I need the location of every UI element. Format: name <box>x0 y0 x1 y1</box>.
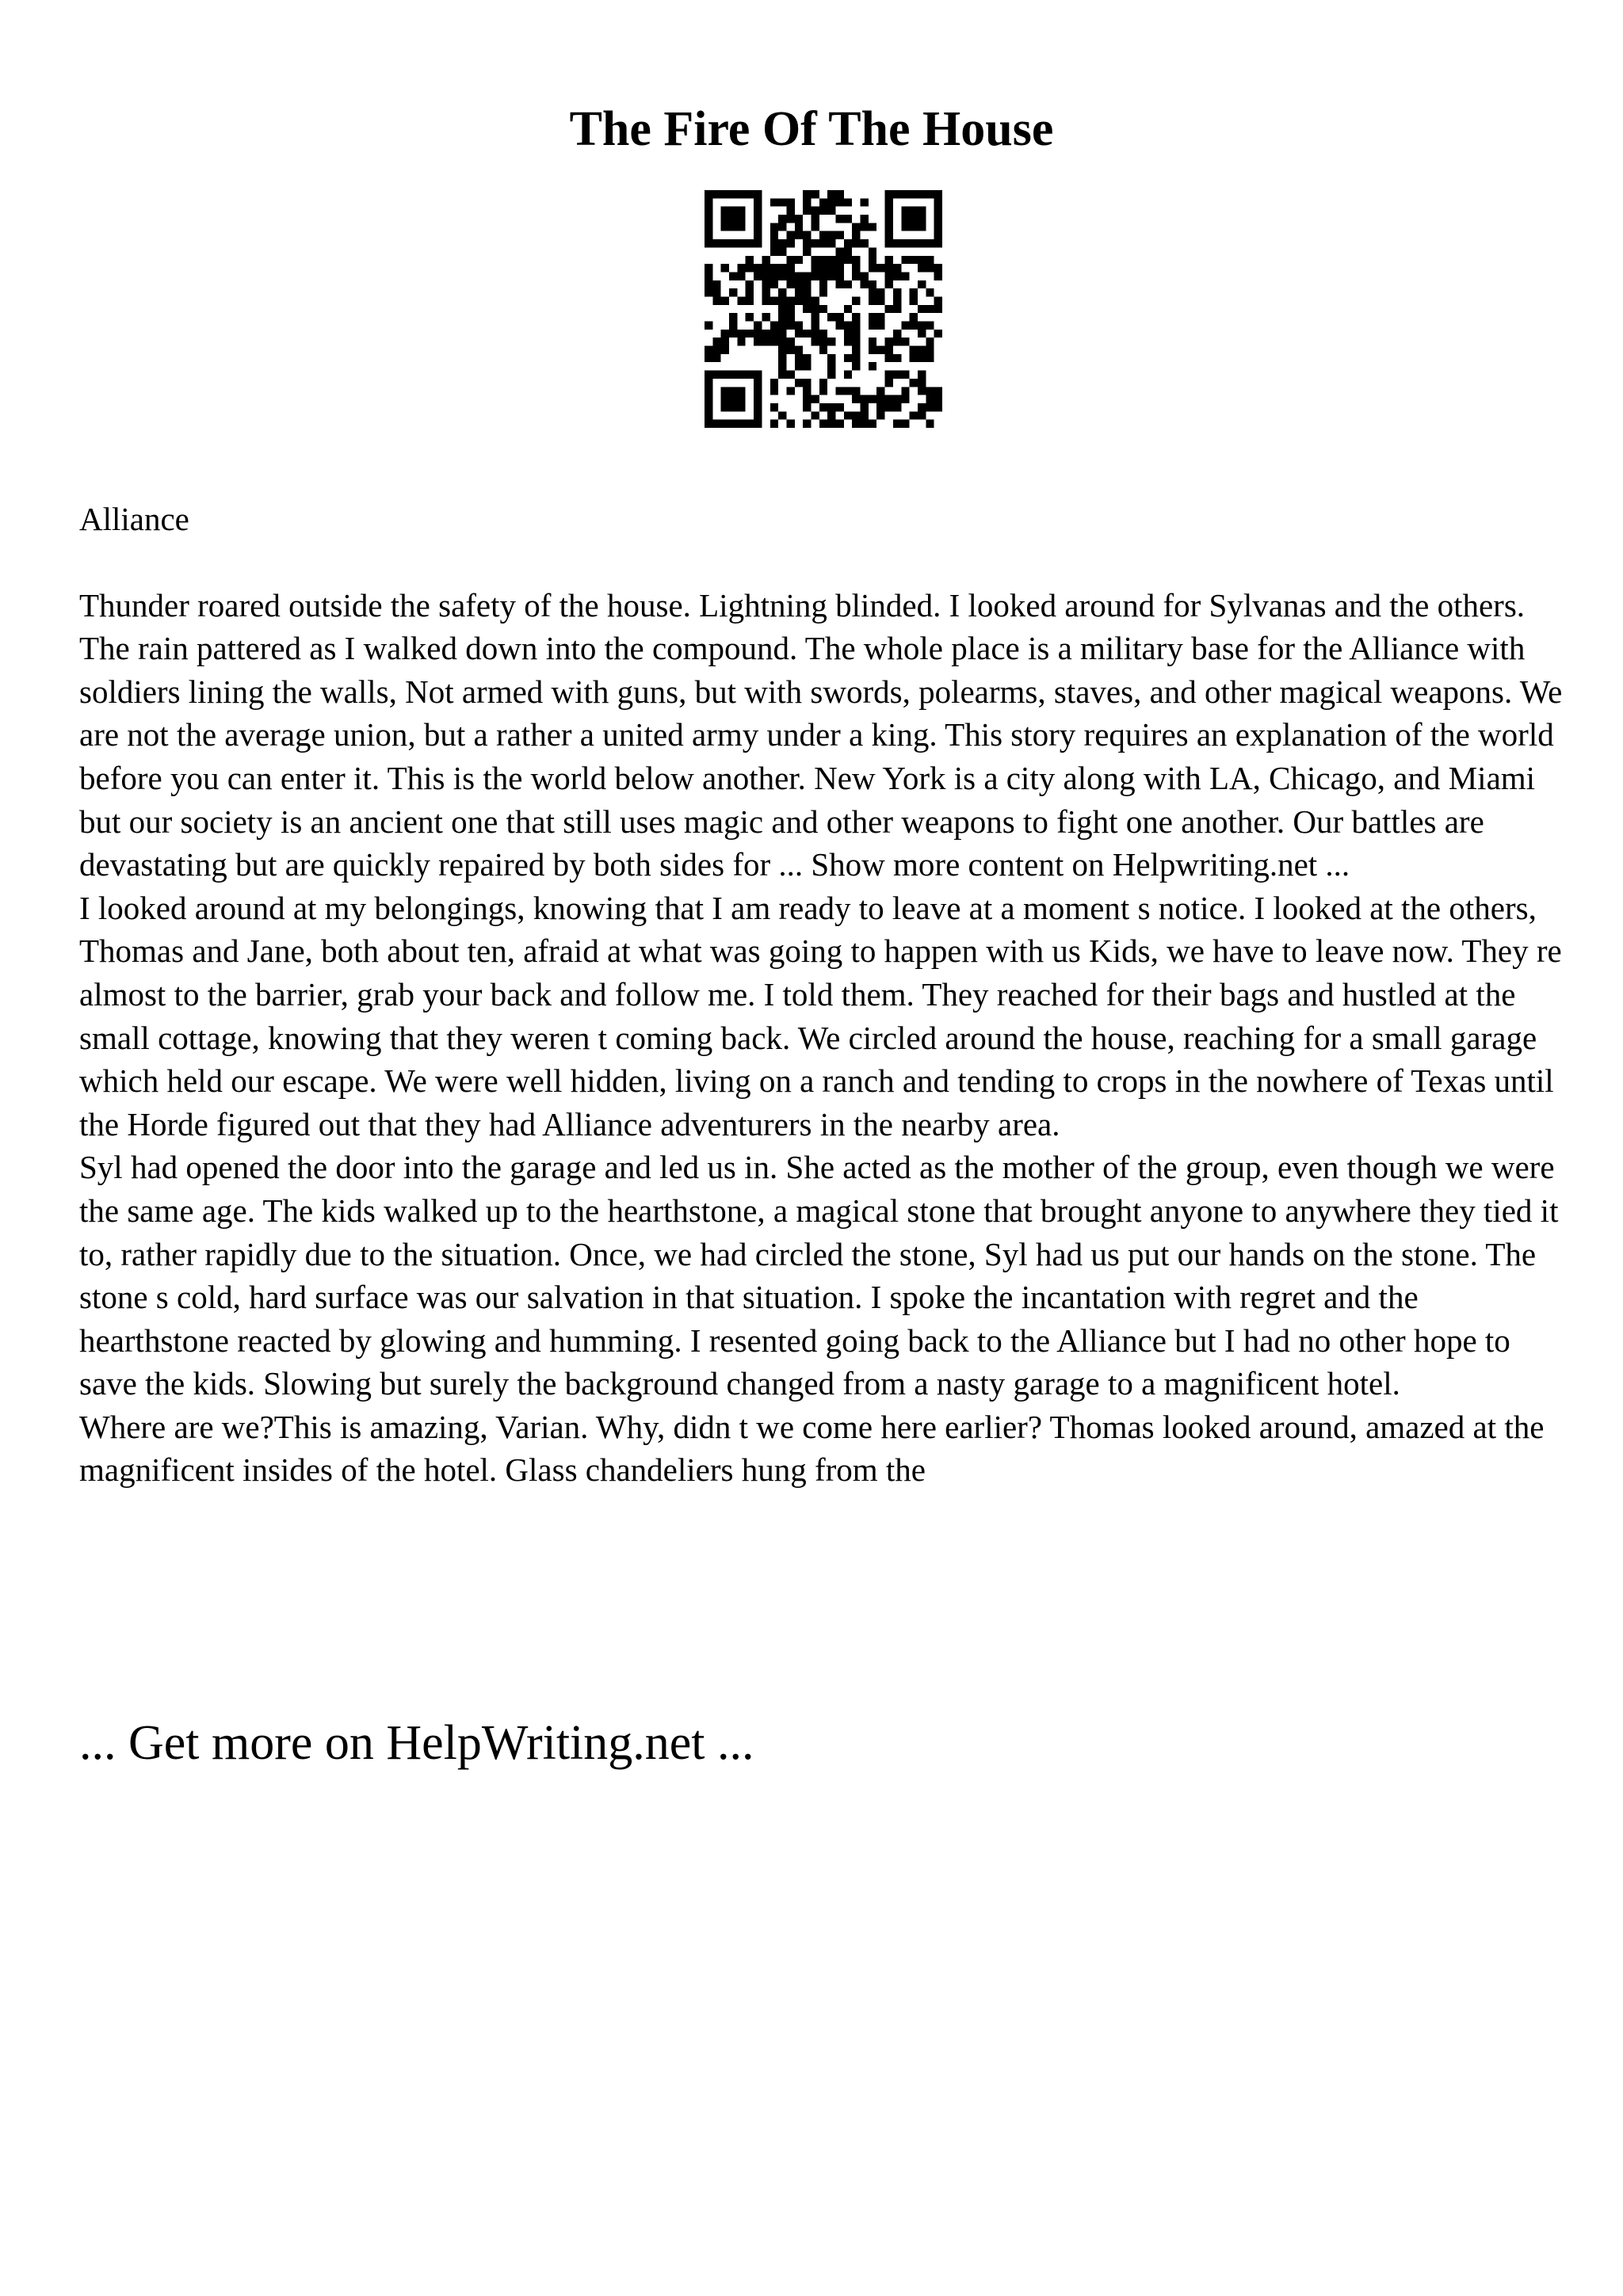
section-heading: Alliance <box>79 501 189 537</box>
document-body <box>79 498 1569 1492</box>
get-more-link[interactable]: ... Get more on HelpWriting.net ... <box>79 1716 754 1770</box>
document-title: The Fire Of The House <box>569 102 1054 156</box>
qr-code-icon <box>705 190 942 428</box>
paragraph-1: Thunder roared outside the safety of the house. Lightning blinded. I looked around for Sylvanas and the others. The rain pattered as I walked down into the compound. The whole place is a military base for the Alliance with soldiers lining the walls, Not armed with guns, but with swords, polearms, staves, and other magical weapons. We are not the average union, but a rather a united army under a king. This story requires an explanation of the world before you can enter it. This is the world below another. New York is a city along with LA, Chicago, and Miami but our society is an ancient one that still uses magic and other weapons to fight one another. Our battles are devastating but are quickly repaired by both sides for ... Show more content on Helpwriting.net ... <box>79 586 1563 883</box>
paragraph-3: Syl had opened the door into the garage and led us in. She acted as the mother of the group, even though we were the same age. The kids walked up to the hearthstone, a magical stone that brought anyone to anywhere they tied it to, rather rapidly due to the situation. Once, we had circled the stone, Syl had us put our hands on the stone. The stone s cold, hard surface was our salvation in that situation. I spoke the incantation with regret and the hearthstone reacted by glowing and humming. I resented going back to the Alliance but I had no other hope to save the kids. Slowing but surely the background changed from a nasty garage to a magnificent hotel. <box>79 1149 1559 1402</box>
paragraph-4: Where are we?This is amazing, Varian. Why, didn t we come here earlier? Thomas looked around, amazed at the magnificent insides of the hotel. Glass chandeliers hung from the <box>79 1408 1545 1489</box>
paragraph-2: I looked around at my belongings, knowing that I am ready to leave at a moment s notice. I looked at the others, Thomas and Jane, both about ten, afraid at what was going to happen with us Kids, we have to leave now. They re almost to the barrier, grab your back and follow me. I told them. They reached for their bags and hustled at the small cottage, knowing that they weren t coming back. We circled around the house, reaching for a small garage which held our escape. We were well hidden, living on a ranch and tending to crops in the nowhere of Texas until the Horde figured out that they had Alliance adventurers in the nearby area. <box>79 889 1562 1142</box>
